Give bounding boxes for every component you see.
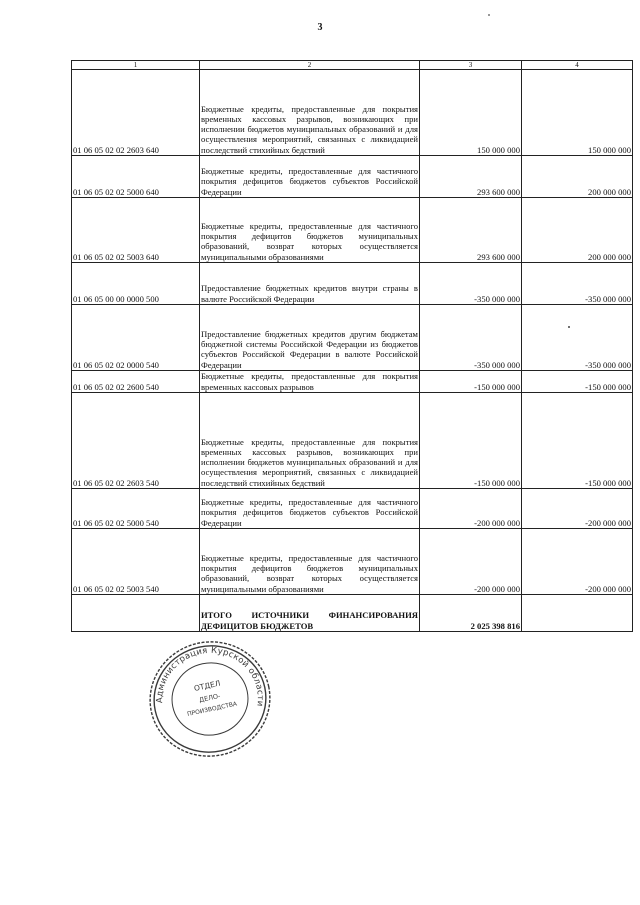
budget-code: 01 06 05 02 02 2600 540 (72, 371, 200, 393)
budget-code: 01 06 05 02 02 5003 640 (72, 198, 200, 263)
row-description: Предоставление бюджетных кредитов внутри страны в валюте Российской Федерации (200, 263, 420, 305)
amount-col3: -350 000 000 (420, 263, 522, 305)
table-row (72, 529, 633, 595)
row-description: Бюджетные кредиты, предоставленные для частичного покрытия дефицитов бюджетов муниципальных образований, возврат которых осуществляется муниципальными образованиями (200, 529, 420, 595)
amount-col3: -150 000 000 (420, 393, 522, 489)
svg-text:Администрация Курской области: Администрация Курской области (155, 645, 265, 708)
row-description: Предоставление бюджетных кредитов другим бюджетам бюджетной системы Российской Федерации из бюджетов субъектов Российской Федерации в валюте Российской Федерации (200, 305, 420, 371)
amount-col3: -150 000 000 (420, 371, 522, 393)
amount-col4: -350 000 000 (522, 305, 633, 371)
row-description: Бюджетные кредиты, предоставленные для частичного покрытия дефицитов бюджетов субъектов Российской Федерации (200, 156, 420, 198)
official-stamp-icon (146, 638, 274, 760)
amount-col4: -200 000 000 (522, 529, 633, 595)
amount-col3: -200 000 000 (420, 529, 522, 595)
row-description: Бюджетные кредиты, предоставленные для частичного покрытия дефицитов бюджетов муниципальных образований, возврат которых осуществляется муниципальными образованиями (200, 198, 420, 263)
scan-speck (488, 14, 490, 16)
amount-col4: -150 000 000 (522, 371, 633, 393)
total-amount-col3: 2 025 398 816 (420, 595, 522, 632)
column-number-header: 2 (200, 61, 420, 70)
budget-code: 01 06 05 00 00 0000 500 (72, 263, 200, 305)
budget-code: 01 06 05 02 02 5000 640 (72, 156, 200, 198)
table-row (72, 156, 633, 198)
budget-code: 01 06 05 02 02 5003 540 (72, 529, 200, 595)
budget-code: 01 06 05 02 02 2603 540 (72, 393, 200, 489)
table-row (72, 371, 633, 393)
amount-col3: 150 000 000 (420, 70, 522, 156)
amount-col4: -150 000 000 (522, 393, 633, 489)
amount-col4: -200 000 000 (522, 489, 633, 529)
svg-text:ДЕЛО-: ДЕЛО- (198, 691, 222, 705)
amount-col3: 293 600 000 (420, 198, 522, 263)
total-amount-col4 (522, 595, 633, 632)
table-row (72, 70, 633, 156)
table-row (72, 489, 633, 529)
row-description: Бюджетные кредиты, предоставленные для частичного покрытия дефицитов бюджетов субъектов Российской Федерации (200, 489, 420, 529)
budget-code: 01 06 05 02 02 2603 640 (72, 70, 200, 156)
amount-col4: 200 000 000 (522, 156, 633, 198)
table-row (72, 263, 633, 305)
budget-code: 01 06 05 02 02 0000 540 (72, 305, 200, 371)
column-number-header: 3 (420, 61, 522, 70)
column-number-header: 1 (72, 61, 200, 70)
amount-col4: 200 000 000 (522, 198, 633, 263)
row-description: Бюджетные кредиты, предоставленные для покрытия временных кассовых разрывов (201, 371, 418, 392)
table-row (72, 393, 633, 489)
table-row (72, 198, 633, 263)
amount-col3: -200 000 000 (420, 489, 522, 529)
page-number: 3 (317, 22, 323, 33)
total-description: ИТОГО ИСТОЧНИКИ ФИНАНСИРОВАНИЯ ДЕФИЦИТОВ БЮДЖЕТОВ (200, 595, 420, 632)
amount-col4: -350 000 000 (522, 263, 633, 305)
row-description: Бюджетные кредиты, предоставленные для покрытия временных кассовых разрывов, возникающих при исполнении бюджетов муниципальных образований и для осуществления мероприятий, связанных с ликвидацией последствий стихийных бедствий (200, 70, 420, 156)
svg-text:ОТДЕЛ: ОТДЕЛ (193, 678, 222, 693)
budget-code: 01 06 05 02 02 5000 540 (72, 489, 200, 529)
amount-col4: 150 000 000 (522, 70, 633, 156)
column-number-row (72, 61, 633, 70)
amount-col3: -350 000 000 (420, 305, 522, 371)
amount-col3: 293 600 000 (420, 156, 522, 198)
total-code (72, 595, 200, 632)
row-description: Бюджетные кредиты, предоставленные для покрытия временных кассовых разрывов, возникающих при исполнении бюджетов муниципальных образований и для осуществления мероприятий, связанных с ликвидацией последствий стихийных бедствий (200, 393, 420, 489)
table-row (72, 305, 633, 371)
total-row (72, 595, 633, 632)
financing-sources-table (71, 60, 633, 632)
column-number-header: 4 (522, 61, 633, 70)
svg-text:ПРОИЗВОДСТВА: ПРОИЗВОДСТВА (186, 700, 238, 718)
